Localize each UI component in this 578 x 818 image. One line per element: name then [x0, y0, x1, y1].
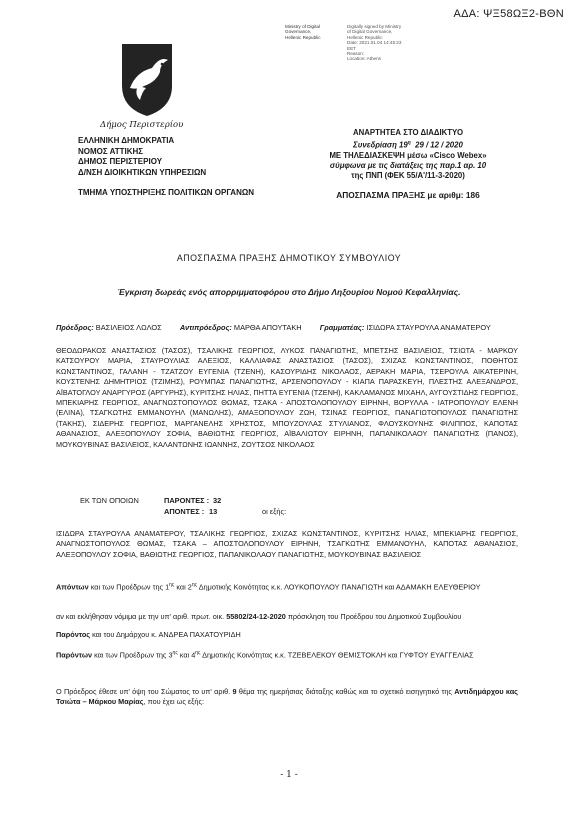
council-officers: [56, 323, 491, 332]
absent-presidents-text: και των Προέδρων της 1: [90, 582, 170, 592]
secretary-label: Γραμματέας:: [319, 323, 365, 332]
invitation-text: αν και εκλήθησαν νόμιμα με την υπ' αριθ. πρωτ. οικ.: [56, 612, 225, 621]
ordinal-suffix: ης: [191, 582, 198, 588]
compliance-line: της ΠΝΠ (ΦΕΚ 55/Α'/11-3-2020): [351, 171, 465, 181]
present-presidents-text: Δημοτικής Κοινότητας κ.κ. ΤΖΕΒΕΛΕΚΟΥ ΘΕΜΙΣΤΟΚΛΗ και ΓΥΦΤΟΥ ΕΥΑΓΓΕΛΙΑΣ: [202, 650, 474, 660]
president-name: ΒΑΣΙΛΕΙΟΣ ΛΩΛΟΣ: [95, 323, 162, 332]
session-number: Συνεδρίαση 19: [353, 140, 408, 150]
issuer-line: Δ/ΝΣΗ ΔΙΟΙΚΗΤΙΚΩΝ ΥΠΗΡΕΣΙΩΝ: [78, 167, 207, 177]
issuer-line: ΔΗΜΟΣ ΠΕΡΙΣΤΕΡΙΟΥ: [78, 157, 163, 166]
municipality-script-label: Δήμος Περιστερίου: [100, 120, 184, 130]
ordinal-suffix: ης: [172, 650, 178, 656]
present-presidents-text: και των Προέδρων της 3: [94, 650, 173, 660]
agenda-intro-text: , που έχει ως εξής:: [143, 697, 204, 707]
absent-presidents-text: και 2: [176, 582, 192, 592]
agenda-item-number: 9: [232, 687, 237, 696]
ordinal-suffix: ης: [169, 582, 175, 588]
page-number: - 1 -: [280, 770, 298, 780]
department-line: ΤΜΗΜΑ ΥΠΟΣΤΗΡΙΞΗΣ ΠΟΛΙΤΙΚΩΝ ΟΡΓΑΝΩΝ: [78, 188, 255, 197]
president-label: Πρόεδρος:: [56, 323, 94, 332]
agenda-intro-text: Ο Πρόεδρος έθεσε υπ' όψη του Σώματος το υπ' αριθ.: [56, 687, 231, 696]
vice-president-name: ΜΑΡΘΑ ΑΠΟΥΤΑΚΗ: [233, 323, 302, 332]
ada-code: ΑΔΑ: ΨΞ58ΩΞ2-ΒΘΝ: [453, 8, 564, 20]
of-whom-label: ΕΚ ΤΩΝ ΟΠΟΙΩΝ: [80, 496, 139, 505]
signature-detail-line: Hellenic Republic: [347, 34, 383, 40]
signature-detail-line: of Digital Governance,: [347, 29, 393, 35]
signature-details: [347, 24, 417, 62]
absentees-list: ΙΣΙΔΩΡΑ ΣΤΑΥΡΟΥΛΑ ΑΝΑΜΑΤΕΡΟΥ, ΤΣΑΛΙΚΗΣ ΓΕΩΡΓΙΟΣ, ΣΧΙΖΑΣ ΚΩΝΣΤΑΝΤΙΝΟΣ, ΚΥΡΙΤΣΗΣ ΗΛΙΑΣ, ΜΠΕΚΙΑΡΗΣ ΓΕΩΡΓΙΟΣ, ΑΝΑΓΝΩΣΤΟΠΟΥΛΟΣ ΘΩΜΑΣ, ΤΣΑΚΑ – ΑΠΟΣΤΟΛΟΠΟΥΛΟΥ ΕΙΡΗΝΗ, ΤΣΑΓΚΩΤΗΣ ΕΜΜΑΝΟΥΗΛ, ΚΑΠΟΤΑΣ ΑΘΑΝΑΣΙΟΣ, ΑΛΕΞΟΠΟΥΛΟΥ ΣΟΦΙΑ, ΒΑΘΙΩΤΗΣ ΓΕΩΡΓΙΟΣ, ΠΑΠΑΝΙΚΟΛΑΟΥ ΠΑΝΑΓΙΩΤΗΣ, ΜΟΥΚΟΥΒΙΝΑΣ ΒΑΣΙΛΕΙΟΣ: [56, 529, 518, 559]
present-presidents-text: και 4: [179, 650, 196, 660]
signature-issuer: [285, 24, 343, 40]
council-members-list: ΘΕΟΔΩΡΑΚΟΣ ΑΝΑΣΤΑΣΙΟΣ (ΤΑΣΟΣ), ΤΣΑΛΙΚΗΣ ΓΕΩΡΓΙΟΣ, ΛΥΚΟΣ ΠΑΝΑΓΙΩΤΗΣ, ΜΠΕΤΣΗΣ ΒΑΣΙΛΕΙΟΣ, ΤΣΙΩΤΑ - ΜΑΡΚΟΥ ΚΑΤΣΟΥΡΟΥ ΜΑΡΙΑ, ΣΤΑΥΡΟΥΛΙΑΣ ΑΛΕΞΙΟΣ, ΚΑΛΛΙΑΦΑΣ ΑΝΑΣΤΑΣΙΟΣ (ΤΑΣΟΣ), ΣΧΙΖΑΣ ΚΩΝΣΤΑΝΤΙΝΟΣ, ΠΟΘΗΤΟΣ ΚΩΝΣΤΑΝΤΙΝΟΣ, ΓΑΛΑΝΗ - ΤΖΑΤΖΟΥ ΕΥΓΕΝΙΑ (ΤΖΕΝΗ), ΚΑΣΟΥΡΙΔΗΣ ΝΙΚΟΛΑΟΣ, ΑΕΡΑΚΗ ΜΑΡΙΑ, ΤΣΕΡΟΥΛΑ ΑΙΚΑΤΕΡΙΝΗ, ΚΟΥΣΤΕΝΗΣ ΔΗΜΗΤΡΙΟΣ (ΤΖΙΜΗΣ), ΡΟΥΜΠΑΣ ΠΑΝΑΓΙΩΤΗΣ, ΑΡΣΕΝΟΠΟΥΛΟΥ - ΚΙΑΠΑ ΠΑΡΑΣΚΕΥΗ, ΠΛΕΣΤΗΣ ΑΛΕΞΑΝΔΡΟΣ, ΑΪΒΑΤΟΓΛΟΥ ΑΝΑΡΓΥΡΟΣ (ΑΡΓΥΡΗΣ), ΚΥΡΙΤΣΗΣ ΗΛΙΑΣ, ΠΗΤΤΑ ΕΥΓΕΝΙΑ (ΤΖΕΝΗ), ΚΑΚΛΑΜΑΝΟΣ ΜΙΧΑΗΛ, ΑΥΓΟΥΣΤΙΔΗΣ ΓΕΩΡΓΙΟΣ, ΜΠΕΚΙΑΡΗΣ ΓΕΩΡΓΙΟΣ, ΑΝΑΓΝΩΣΤΟΠΟΥΛΟΣ ΘΩΜΑΣ, ΤΣΑΚΑ - ΑΠΟΣΤΟΛΟΠΟΥΛΟΥ ΕΙΡΗΝΗ, ΒΟΡΥΛΛΑ - ΙΑΤΡΟΠΟΥΛΟΥ ΕΛΕΝΗ (ΕΛΙΝΑ), ΤΣΑΓΚΩΤΗΣ ΕΜΜΑΝΟΥΗΛ (ΜΑΝΩΛΗΣ), ΑΜΑΞΟΠΟΥΛΟΥ ΖΩΗ, ΤΣΙΝΑΣ ΓΕΩΡΓΙΟΣ, ΠΑΝΑΓΙΩΤΟΠΟΥΛΟΣ ΠΑΝΑΓΙΩΤΗΣ (ΤΑΚΗΣ), ΣΙΔΕΡΗΣ ΓΕΩΡΓΙΟΣ, ΜΑΡΓΑΝΕΛΗΣ ΧΡΗΣΤΟΣ, ΜΠΟΥΖΟΥΛΑΣ ΣΤΥΛΙΑΝΟΣ, ΦΛΟΥΣΚΟΥΝΗΣ ΦΙΛΙΠΠΟΣ, ΚΑΠΟΤΑΣ ΑΘΑΝΑΣΙΟΣ, ΑΛΕΞΟΠΟΥΛΟΥ ΣΟΦΙΑ, ΒΑΘΙΩΤΗΣ ΓΕΩΡΓΙΟΣ, ΑΪΒΑΛΙΩΤΟΥ ΕΙΡΗΝΗ, ΠΑΠΑΝΙΚΟΛΑΟΥ ΠΑΝΑΓΙΩΤΗΣ (ΠΑΝΟΣ), ΜΟΥΚΟΥΒΙΝΑΣ ΒΑΣΙΛΕΙΟΣ, ΚΑΛΑΝΤΩΝΗΣ ΙΩΑΝΝΗΣ, ΖΟΥΤΣΟΣ ΝΙΚΟΛΑΟΣ: [56, 346, 518, 449]
municipality-emblem-icon: [116, 42, 178, 123]
present-presidents-lead: Παρόντων: [56, 650, 93, 660]
ordinal-suffix: ης: [195, 650, 201, 656]
issuer-header: [78, 136, 254, 199]
absent-count: 13: [209, 506, 218, 516]
rapporteur-name: Αντιδημάρχου κας Τσιώτα – Μάρκου Μαρίας: [56, 687, 518, 707]
absent-presidents-lead: Απόντων: [56, 582, 89, 592]
vice-president-label: Αντιπρόεδρος:: [179, 323, 232, 332]
posted-online-label: ΑΝΑΡΤΗΤΕΑ ΣΤΟ ΔΙΑΔΙΚΤΥΟ: [352, 128, 464, 137]
signature-issuer-line: Hellenic Republic: [285, 34, 321, 40]
agenda-intro-text: θέμα της ημερήσιας διάταξης καθώς και το σχετικό εισηγητικό της: [238, 687, 452, 696]
invitation-paragraph: [56, 612, 518, 622]
compliance-line: σύμφωνα με τις διατάξεις της παρ.1 αρ. 10: [329, 161, 487, 171]
issuer-line: ΕΛΛΗΝΙΚΗ ΔΗΜΟΚΡΑΤΙΑ: [78, 136, 175, 145]
issuer-line: ΝΟΜΟΣ ΑΤΤΙΚΗΣ: [78, 146, 144, 156]
document-title: ΑΠΟΣΠΑΣΜΑ ΠΡΑΞΗΣ ΔΗΜΟΤΙΚΟΥ ΣΥΜΒΟΥΛΙΟΥ: [176, 253, 402, 263]
present-label: ΠΑΡΟΝΤΕΣ :: [164, 496, 210, 505]
signature-detail-line: Location: Athens: [347, 56, 381, 62]
absent-presidents-text: Δημοτικής Κοινότητας κ.κ. ΛΟΥΚΟΠΟΥΛΟΥ ΠΑΝΑΓΙΩΤΗ και ΑΔΑΜΑΚΗ ΕΛΕΥΘΕΡΙΟΥ: [198, 582, 481, 592]
present-row: [56, 496, 518, 507]
excerpt-number: ΑΠΟΣΠΑΣΜΑ ΠΡΑΞΗΣ με αριθμ: 186: [336, 189, 480, 200]
signature-detail-line: Digitally signed by Ministry: [347, 24, 402, 29]
agenda-intro-paragraph: [56, 687, 518, 708]
signature-detail-line: EET: [347, 45, 356, 51]
mayor-present-text: και του Δημάρχου κ. ΑΝΔΡΕΑ ΠΑΧΑΤΟΥΡΙΔΗ: [92, 630, 241, 639]
dove-emblem-icon: [116, 42, 178, 118]
mayor-present-lead: Παρόντος: [56, 630, 91, 639]
absent-row: [56, 507, 518, 518]
session-line: [308, 138, 508, 151]
session-number-suffix: η: [407, 140, 411, 147]
absent-label: ΑΠΟΝΤΕΣ :: [164, 506, 205, 516]
signature-detail-line: Reason:: [347, 51, 365, 57]
secretary-name: ΙΣΙΔΩΡΑ ΣΤΑΥΡΟΥΛΑ ΑΝΑΜΑΤΕΡΟΥ: [366, 323, 491, 332]
present-presidents-paragraph: [56, 648, 518, 661]
teleconference-line: ΜΕ ΤΗΛΕΔΙΑΣΚΕΨΗ μέσω «Cisco Webex»: [329, 151, 487, 160]
as-follows-label: οι εξής:: [262, 506, 287, 516]
invitation-text: πρόσκληση του Προέδρου του Δημοτικού Συμβουλίου: [287, 612, 462, 621]
present-count: 32: [213, 496, 222, 505]
signature-issuer-line: Ministry of Digital: [285, 24, 320, 29]
attendance-tally: [56, 496, 518, 517]
signature-issuer-line: Governance,: [285, 29, 312, 35]
session-date: 29 / 12 / 2020: [415, 140, 463, 150]
absent-presidents-paragraph: [56, 580, 518, 593]
mayor-present-paragraph: [56, 630, 518, 640]
digital-signature-stamp: [285, 24, 430, 62]
session-header: [308, 128, 508, 200]
document-subject: Έγκριση δωρεάς ενός απορριμματοφόρου στο Δήμο Ληξουρίου Νομού Κεφαλληνίας.: [117, 287, 461, 297]
signature-detail-line: Date: 2021.01.04 14:45:23: [347, 40, 402, 46]
invitation-reference: 55802/24-12-2020: [226, 612, 286, 621]
